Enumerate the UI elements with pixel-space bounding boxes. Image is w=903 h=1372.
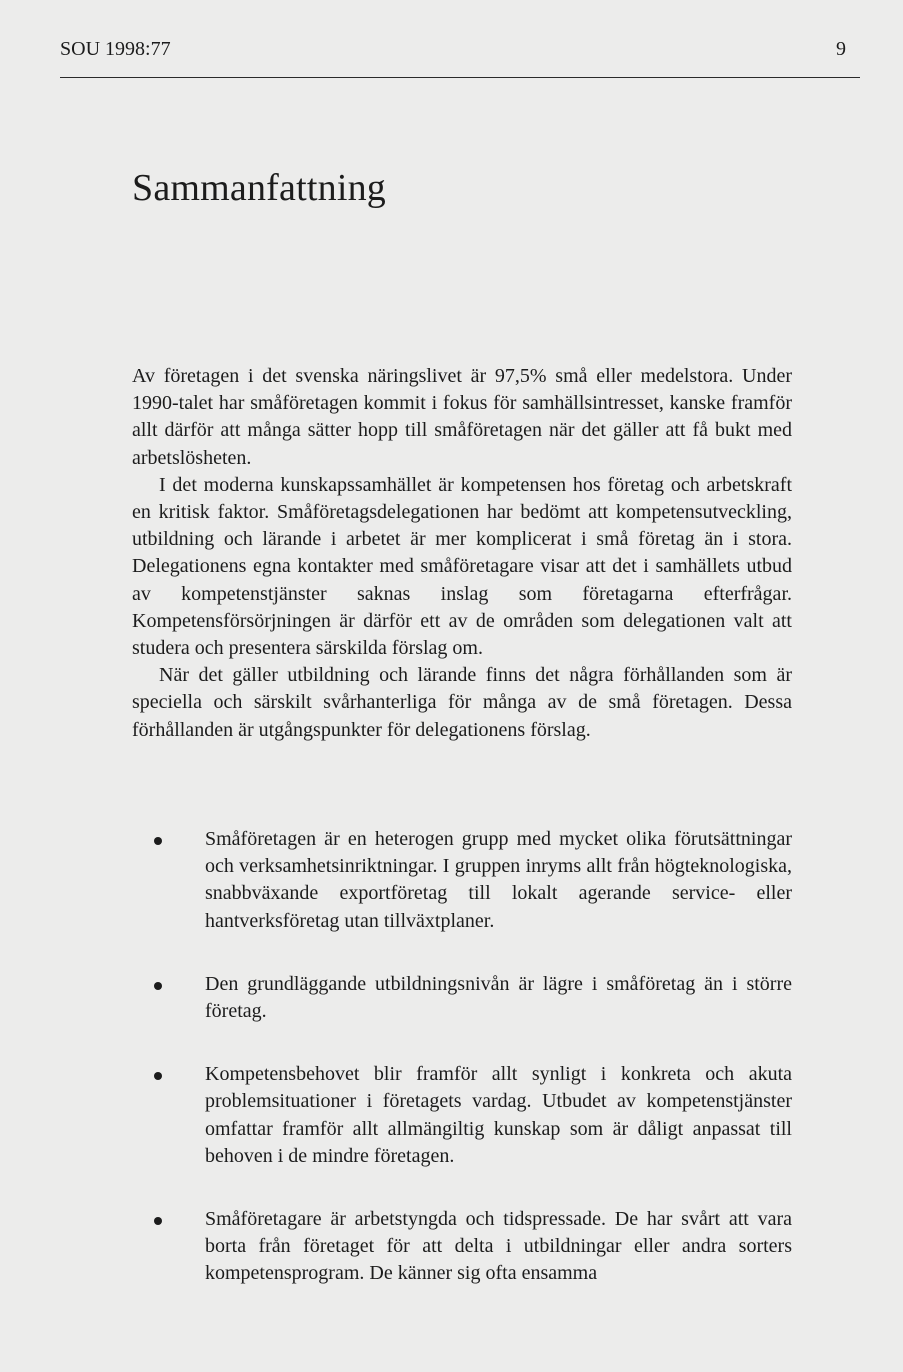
body-text xyxy=(132,363,792,744)
header-rule xyxy=(60,77,860,78)
bullet-list xyxy=(132,826,792,1324)
list-item-text: Småföretagare är arbetstyngda och tidspressade. De har svårt att vara borta från företaget för att delta i utbildningar eller andra sorters kompetensprogram. De känner sig ofta ensamma xyxy=(205,1208,792,1285)
paragraph: När det gäller utbildning och lärande finns det några förhållanden som är speciella och särskilt svårhanterliga för många av de små företagen. Dessa förhållanden är utgångspunkter för delegationens förslag. xyxy=(132,664,792,741)
list-item xyxy=(132,1061,792,1170)
page-number: 9 xyxy=(836,38,846,60)
list-item-text: Den grundläggande utbildningsnivån är lägre i småföretag än i större företag. xyxy=(205,972,792,1023)
paragraph: Av företagen i det svenska näringslivet är 97,5% små eller medelstora. Under 1990-talet har småföretagen kommit i fokus för samhällsintresset, kanske framför allt därför att många sätter hopp till småföretagen när det gäller att få bukt med arbetslösheten. xyxy=(132,365,792,469)
bullet-icon xyxy=(154,1072,162,1080)
document-id: SOU 1998:77 xyxy=(60,38,171,60)
bullet-icon xyxy=(154,1217,162,1225)
page-header xyxy=(60,38,860,68)
list-item-text: Kompetensbehovet blir framför allt synligt i konkreta och akuta problemsituationer i företagets vardag. Utbudet av kompetenstjänster omfattar framför allt allmängiltig kunskap som är dåligt anpassat till behoven i de mindre företagen. xyxy=(205,1063,792,1167)
page-title: Sammanfattning xyxy=(132,167,386,209)
list-item xyxy=(132,826,792,935)
bullet-icon xyxy=(154,982,162,990)
list-item xyxy=(132,1206,792,1288)
list-item-text: Småföretagen är en heterogen grupp med mycket olika förutsättningar och verksamhetsinriktningar. I gruppen inryms allt från högteknologiska, snabbväxande exportföretag till lokalt agerande service- eller hantverksföretag utan tillväxtplaner. xyxy=(205,828,792,932)
bullet-icon xyxy=(154,837,162,845)
paragraph: I det moderna kunskapssamhället är kompetensen hos företag och arbetskraft en kritisk faktor. Småföretagsdelegationen har bedömt att kompetensutveckling, utbildning och lärande i arbetet är mer komplicerat i små företag än i stora. Delegationens egna kontakter med småföretagare visar att det i samhällets utbud av kompetenstjänster saknas inslag som företagarna efterfrågar. Kompetensförsörjningen är därför ett av de områden som delegationen valt att studera och presentera särskilda förslag om. xyxy=(132,473,792,660)
list-item xyxy=(132,971,792,1025)
